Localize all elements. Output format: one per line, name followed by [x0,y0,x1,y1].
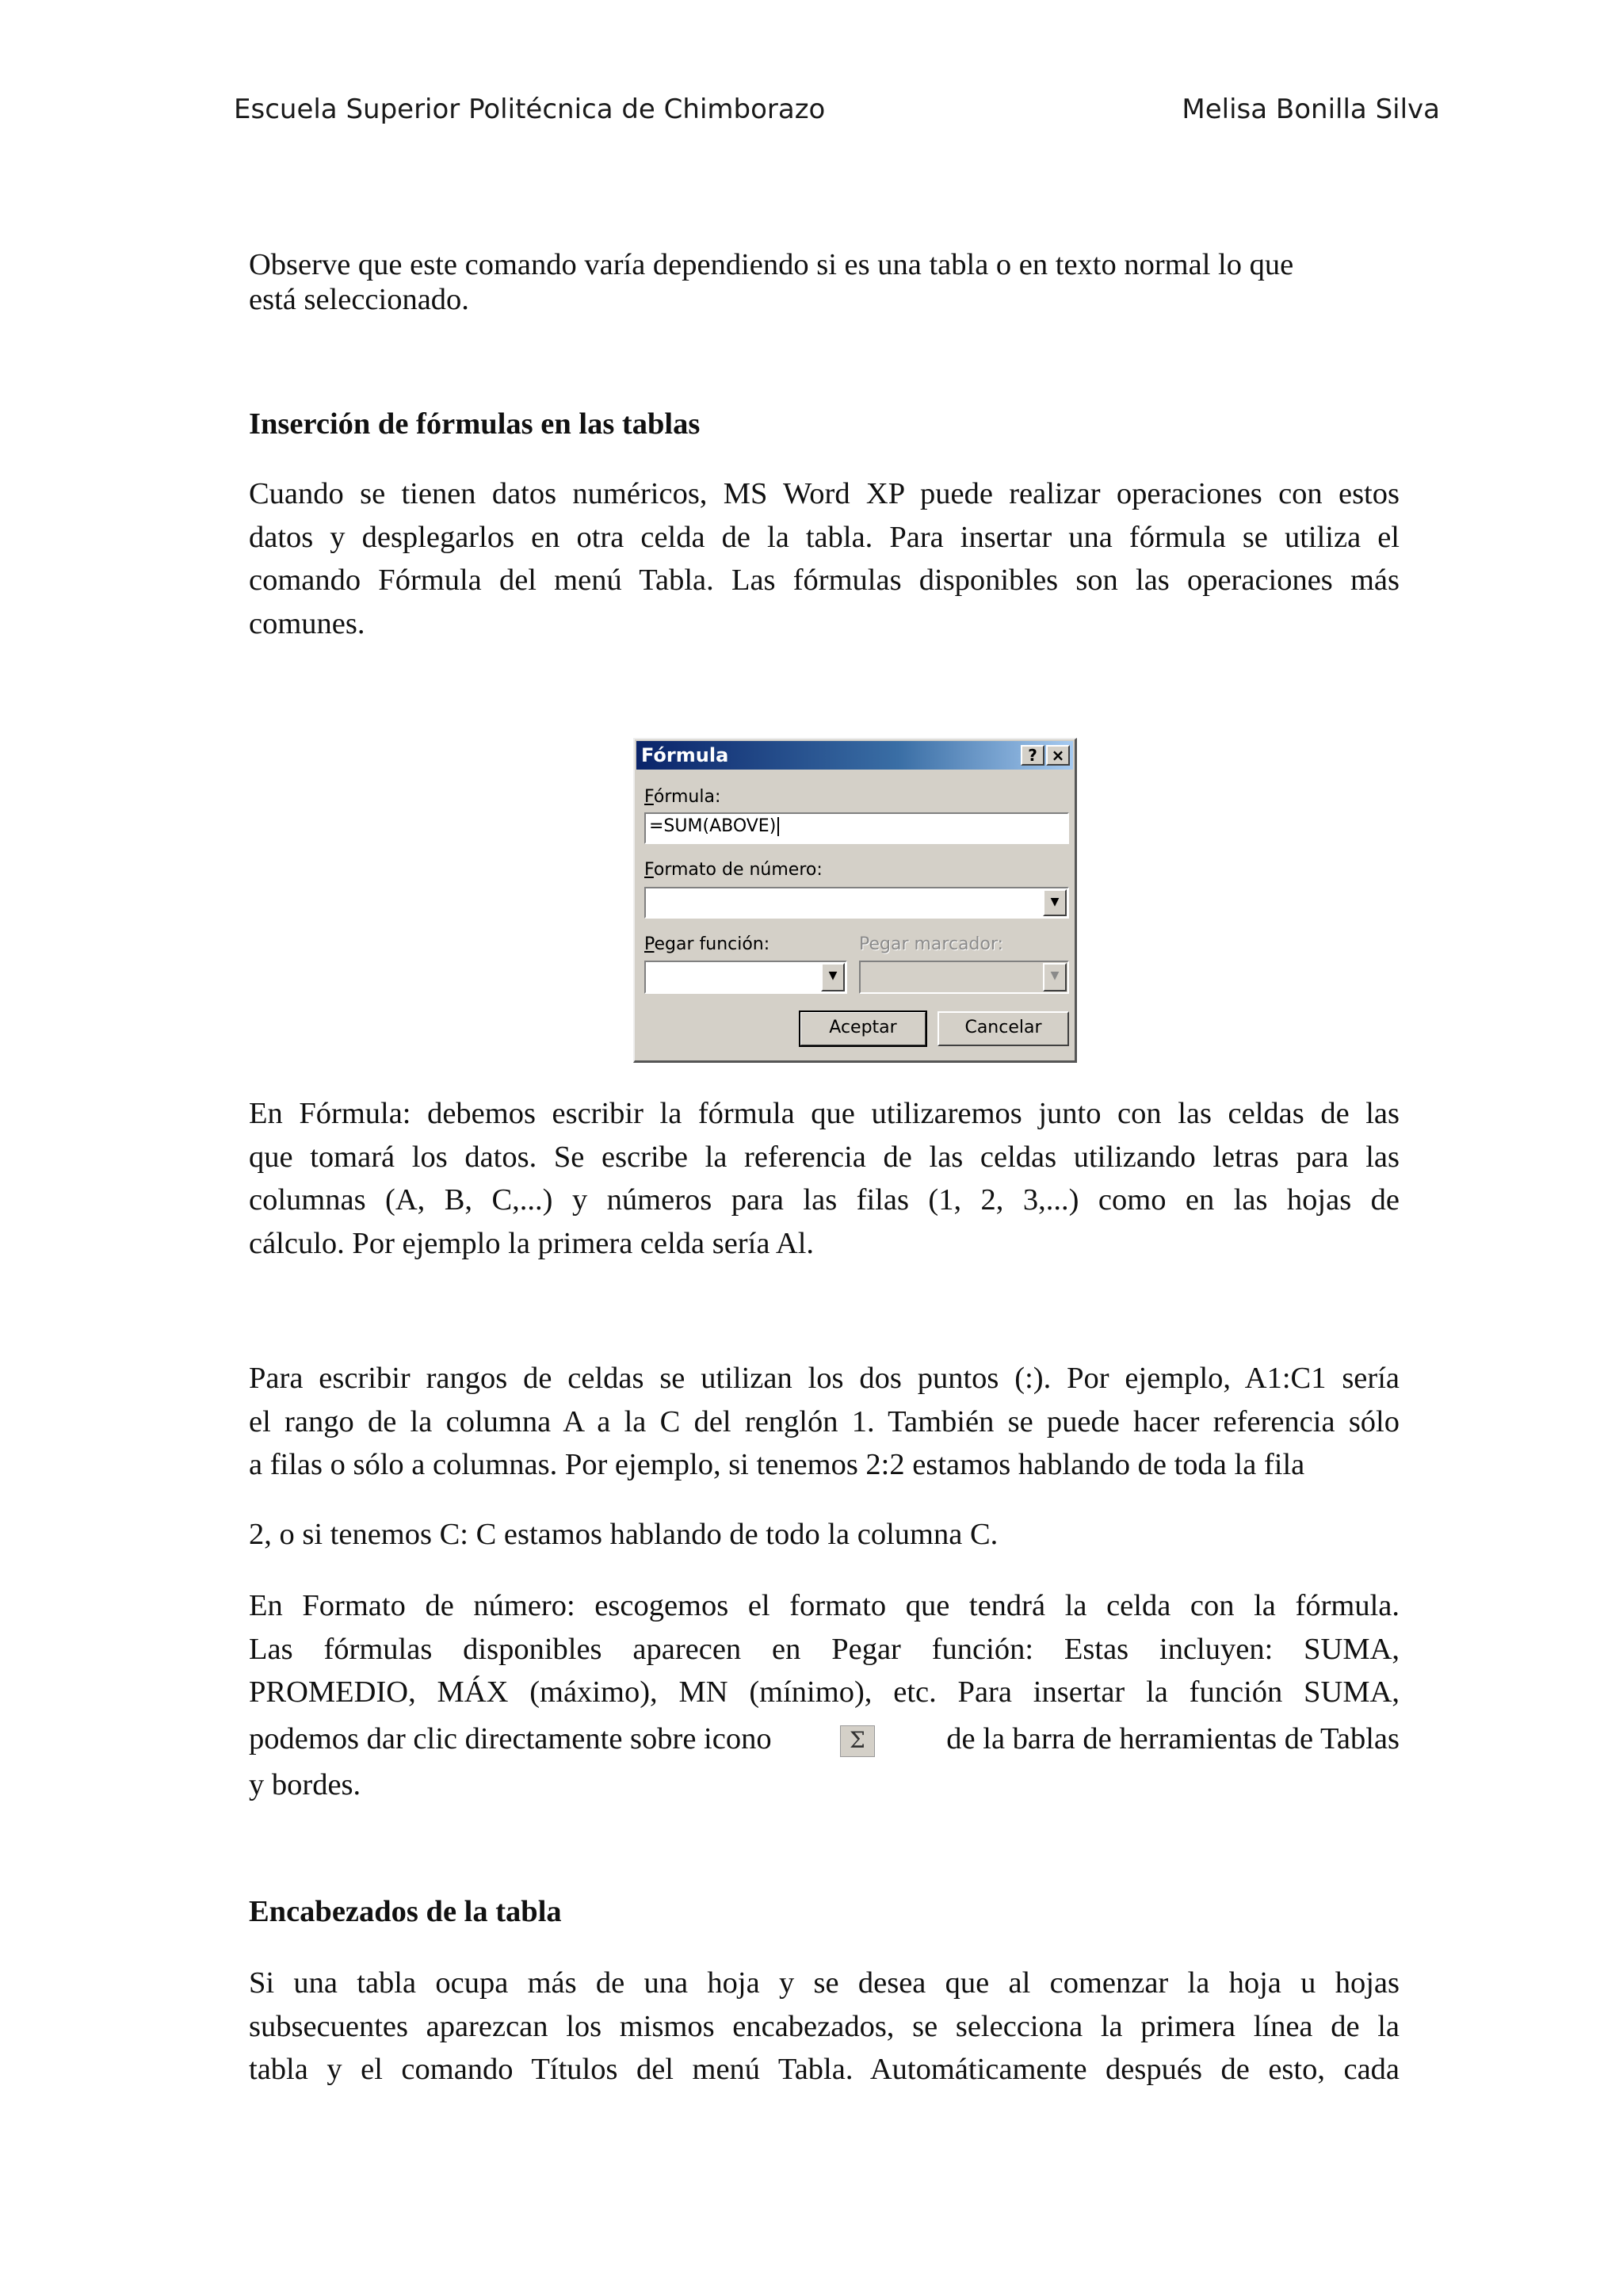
close-icon[interactable]: × [1046,745,1070,766]
text-line: comunes. [249,606,365,640]
text-line: cálculo. Por ejemplo la primera celda sería Al. [249,1226,815,1260]
text-line: En Fórmula: debemos escribir la fórmula que utilizaremos junto con las celdas de las [249,1097,1400,1130]
text-fragment: podemos dar clic directamente sobre icono [249,1721,772,1755]
text-line: datos y desplegarlos en otra celda de la tabla. Para insertar una fórmula se utiliza el [249,520,1400,554]
text-line: el rango de la columna A a la C del renglón 1. También se puede hacer referencia sólo [249,1404,1400,1438]
chevron-down-icon[interactable]: ▼ [821,963,845,991]
paste-bookmark-select [859,961,1069,994]
paste-function-select[interactable] [644,961,847,994]
number-format-label: Formato de número: [644,860,823,880]
formula-dialog [633,738,1077,1063]
text-line: PROMEDIO, MÁX (máximo), MN (mínimo), etc. Para insertar la función SUMA, [249,1675,1400,1709]
text-line: columnas (A, B, C,...) y números para las filas (1, 2, 3,...) como en las hojas de [249,1183,1400,1217]
paragraph-formulas-intro [249,472,1400,645]
text-line: está seleccionado. [249,283,469,316]
header-institution: Escuela Superior Politécnica de Chimborazo [234,94,826,125]
sigma-icon: Σ [840,1725,875,1757]
text-line: Para escribir rangos de celdas se utilizan los dos puntos (:). Por ejemplo, A1:C1 sería [249,1362,1400,1395]
text-line: a filas o sólo a columnas. Por ejemplo, si tenemos 2:2 estamos hablando de toda la fila [249,1448,1305,1481]
header-author: Melisa Bonilla Silva [1182,94,1440,125]
chevron-down-icon[interactable]: ▼ [1043,889,1067,916]
help-icon[interactable]: ? [1021,745,1044,766]
text-line: comando Fórmula del menú Tabla. Las fórmulas disponibles son las operaciones más [249,563,1400,597]
dialog-titlebar [636,741,1073,770]
paste-function-label: Pegar función: [644,934,770,954]
formula-label: Fórmula: [644,787,721,807]
paragraph-command-note [249,247,1400,317]
paragraph-cell-ranges [249,1357,1400,1487]
text-line: Cuando se tienen datos numéricos, MS Word XP puede realizar operaciones con estos [249,477,1400,510]
text-fragment: de la barra de herramientas de Tablas [946,1721,1400,1755]
text-line [249,1714,1400,1763]
formula-input[interactable]: =SUM(ABOVE) [644,812,1069,844]
text-line: tabla y el comando Títulos del menú Tabla. Automáticamente después de esto, cada [249,2053,1400,2086]
section-heading-headers: Encabezados de la tabla [249,1895,562,1928]
paragraph-number-format [249,1584,1400,1806]
ok-button[interactable]: Aceptar [800,1011,926,1046]
text-line: En Formato de número: escogemos el formato que tendrá la celda con la fórmula. [249,1589,1400,1622]
text-line: Si una tabla ocupa más de una hoja y se desea que al comenzar la hoja u hojas [249,1966,1400,2000]
paragraph-formula-field [249,1092,1400,1265]
paragraph-table-headers [249,1962,1400,2092]
text-line: Observe que este comando varía dependiendo si es una tabla o en texto normal lo que [249,248,1294,281]
text-line: que tomará los datos. Se escribe la referencia de las celdas utilizando letras para las [249,1140,1400,1174]
cancel-button[interactable]: Cancelar [938,1011,1069,1046]
paragraph-column-range [249,1513,1400,1557]
text-line: 2, o si tenemos C: C estamos hablando de todo la columna C. [249,1518,999,1551]
section-heading-formulas: Inserción de fórmulas en las tablas [249,407,701,441]
dialog-title: Fórmula [641,744,729,766]
chevron-down-icon: ▼ [1043,963,1067,991]
text-line: subsecuentes aparezcan los mismos encabezados, se selecciona la primera línea de la [249,2009,1400,2043]
text-line: Las fórmulas disponibles aparecen en Pegar función: Estas incluyen: SUMA, [249,1632,1400,1666]
paste-bookmark-label: Pegar marcador: [859,934,1004,954]
number-format-select[interactable] [644,887,1069,919]
text-caret [777,817,779,836]
page-header [234,94,1440,138]
text-line: y bordes. [249,1767,361,1801]
